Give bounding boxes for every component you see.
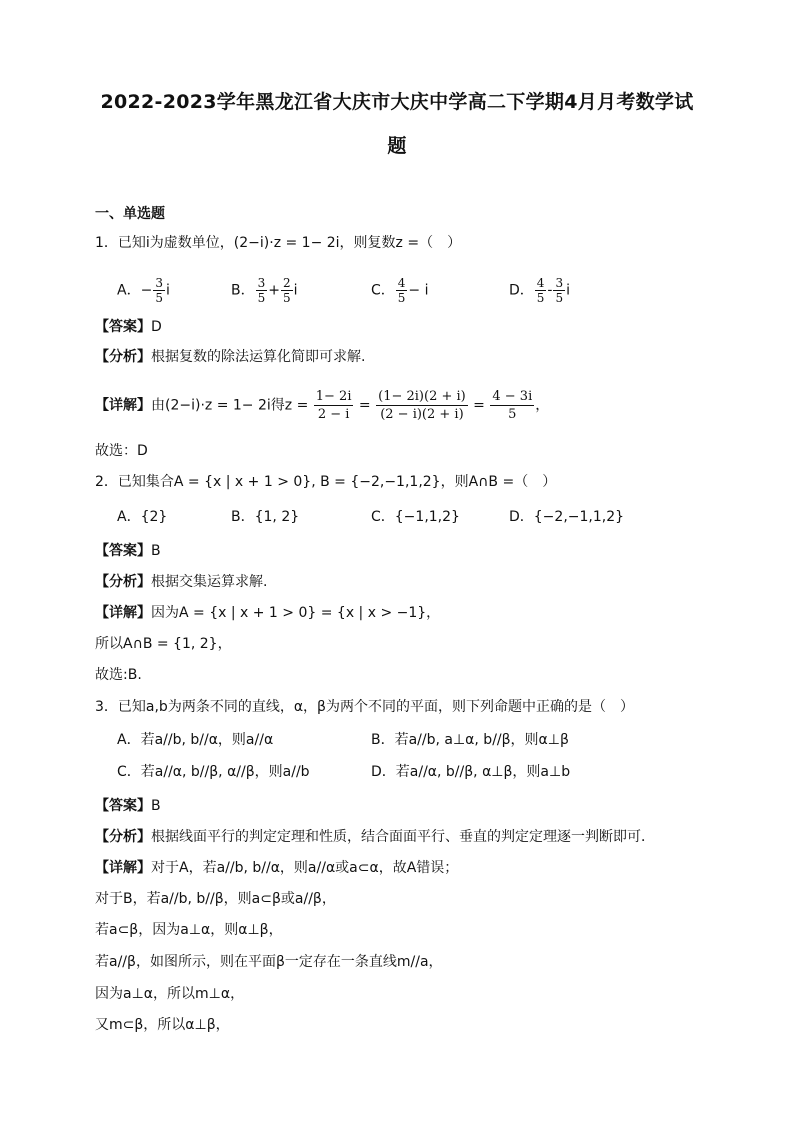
section-heading: 一、单选题 — [95, 206, 165, 222]
q3-detail-line-4: 若a//β，如图所示，则在平面β一定存在一条直线m//a， — [95, 954, 443, 970]
q3-detail-line-6: 又m⊂β，所以α⊥β， — [95, 1017, 230, 1033]
q3-detail-line-2: 对于B，若a//b, b//β，则a⊂β或a//β， — [95, 891, 336, 907]
page-title-line-2: 题 — [387, 135, 407, 157]
q3-answer: 【答案】B — [95, 798, 161, 814]
q2-answer: 【答案】B — [95, 543, 161, 559]
q3-analysis: 【分析】根据线面平行的判定定理和性质，结合面面平行、垂直的判定定理逐一判断即可． — [95, 829, 655, 845]
q3-option-d: D．若a//α, b//β, α⊥β，则a⊥b — [371, 764, 571, 780]
page-title-line-1: 2022-2023学年黑龙江省大庆市大庆中学高二下学期4月月考数学试 — [100, 91, 694, 113]
q3-option-c: C．若a//α, b//β, α//β，则a//b — [117, 764, 310, 780]
q2-option-a: A．{2} — [117, 509, 168, 525]
q2-detail: 【详解】因为A = {x | x + 1 > 0} = {x | x > −1}， — [95, 605, 441, 621]
q1-analysis: 【分析】根据复数的除法运算化简即可求解. — [95, 349, 366, 365]
q1-conclusion: 故选：D — [95, 443, 148, 459]
q2-conclusion: 故选:B. — [95, 667, 142, 683]
q2-stem: 2．已知集合A = {x | x + 1 > 0}, B = {−2,−1,1,2}，则A∩B =（ ） — [95, 474, 557, 490]
q3-detail: 【详解】对于A，若a//b, b//α，则a//α或a⊂α，故A错误； — [95, 860, 459, 876]
q1-answer: 【答案】D — [95, 319, 162, 335]
q1-option-b: B． $\frac{3}{5}$ + $\frac{2}{5}$ i — [231, 276, 298, 305]
q2-analysis: 【分析】根据交集运算求解. — [95, 574, 268, 590]
q1-option-a: A．− $\frac{3}{5}$ i — [117, 276, 170, 305]
q2-option-c: C．{−1,1,2} — [371, 509, 460, 525]
q2-detail-line-2: 所以A∩B = {1, 2}， — [95, 636, 232, 652]
q2-option-d: D．{−2,−1,1,2} — [509, 509, 625, 525]
q1-option-c: C． $\frac{4}{5}$ − i — [371, 276, 429, 305]
q1-detail: 【详解】由(2−i)·z = 1− 2i得z = $\frac{1- 2i}{2 - i}$ = $\frac{(1- 2i)(2 + i)}{(2 - i)(2 + i)}$ = $\frac{4 - 3i}{5}$ ， — [95, 389, 550, 422]
q2-option-b: B．{1, 2} — [231, 509, 300, 525]
q3-detail-line-3: 若a⊂β，因为a⊥α，则α⊥β， — [95, 922, 283, 938]
q3-stem: 3．已知a,b为两条不同的直线，α，β为两个不同的平面，则下列命题中正确的是（ ） — [95, 699, 634, 715]
q3-option-a: A．若a//b, b//α，则a//α — [117, 732, 274, 748]
q3-option-b: B．若a//b, a⊥α, b//β，则α⊥β — [371, 732, 569, 748]
q3-detail-line-5: 因为a⊥α，所以m⊥α， — [95, 986, 245, 1002]
q1-stem: 1．已知i为虚数单位，(2−i)·z = 1− 2i，则复数z =（ ） — [95, 235, 462, 251]
q1-option-d: D． $\frac{4}{5}$ - $\frac{3}{5}$ i — [509, 276, 571, 305]
